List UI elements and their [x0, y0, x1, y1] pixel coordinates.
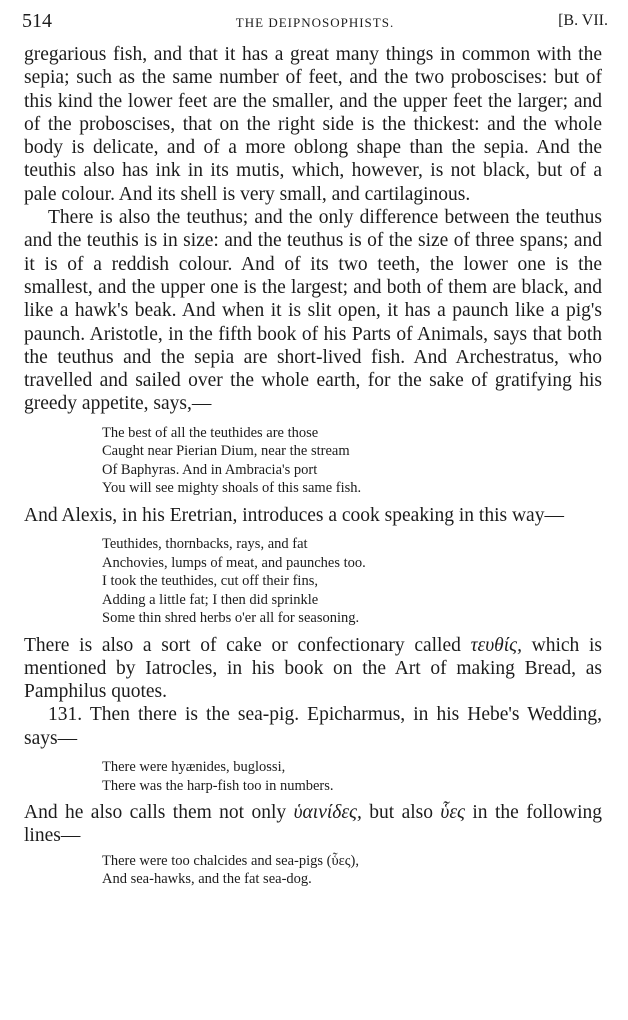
paragraph-part: in the following lines—: [24, 802, 603, 847]
running-title: THE DEIPNOSOPHISTS.: [235, 15, 395, 30]
verse-chalcides: [102, 852, 602, 889]
greek-word: τευθίς,: [470, 634, 522, 656]
verse-line: I took the teuthides, cut off their fins,: [102, 573, 318, 590]
verse-archestratus: [102, 424, 602, 498]
verse-line: Teuthides, thornbacks, rays, and fat: [102, 536, 308, 553]
paragraph-cake-part: which is mentioned by Iatrocles, in his book on the Art of making Bread, as Pamphilus quotes.: [24, 634, 603, 703]
verse-line: Some thin shred herbs o'er all for seasoning.: [102, 610, 360, 627]
paragraph-cake: [24, 634, 602, 704]
paragraph-part: And he also calls them not only: [24, 802, 287, 824]
paragraph-hyaenides: [24, 801, 602, 848]
verse-line: And sea-hawks, and the fat sea-dog.: [102, 871, 312, 888]
running-header: [22, 10, 608, 36]
greek-word: ὗες: [440, 802, 465, 824]
verse-line: You will see mighty shoals of this same fish.: [102, 480, 362, 497]
verse-line: The best of all the teuthides are those: [102, 424, 319, 441]
section-mark: [B. VII.: [558, 12, 608, 29]
verse-line: Adding a little fat; I then did sprinkle: [102, 591, 319, 608]
paragraph-teuthis: gregarious fish, and that it has a great many things in common with the sepia; such as the same number of feet, and the two proboscises: but of this kind the lower feet are the smaller, and the upper feet the larger; and of the proboscises, that on the right side is the thickest: and the whole body is delicate, and of a more oblong shape than the sepia. And the teuthis also has ink in its mutis, which, however, is not black, but of a pale colour. And its shell is very small, and cartilaginous.: [24, 44, 602, 205]
paragraph-sea-pig: 131. Then there is the sea-pig. Epicharmus, in his Hebe's Wedding, says—: [24, 704, 602, 749]
verse-line: Of Baphyras. And in Ambracia's port: [102, 461, 318, 478]
verse-epicharmus: [102, 758, 602, 795]
verse-line: There were hyænides, buglossi,: [102, 759, 286, 776]
verse-line: There were too chalcides and sea-pigs (ὗες),: [102, 852, 359, 869]
paragraph-teuthus: There is also the teuthus; and the only difference between the teuthus and the teuthis is in size: and the teuthus is of the size of three spans; and it is of a reddish colour. And of its two teeth, the lower one is the smallest, and the upper one is the largest; and both of them are black, and like a hawk's beak. And when it is slit open, it has a paunch like a pig's paunch. Aristotle, in the fifth book of his Parts of Animals, says that both the teuthus and the sepia are short-lived fish. And Archestratus, who travelled and sailed over the whole earth, for the sake of gratifying his greedy appetite, says,—: [24, 207, 602, 415]
page-number: 514: [22, 10, 52, 32]
verse-line: Anchovies, lumps of meat, and paunches too.: [102, 554, 366, 571]
body-text: [24, 43, 602, 895]
greek-word: ὑαινίδες,: [293, 802, 362, 824]
paragraph-part: but also: [369, 802, 433, 824]
verse-line: There was the harp-fish too in numbers.: [102, 777, 334, 794]
verse-line: Caught near Pierian Dium, near the stream: [102, 443, 350, 460]
paragraph-alexis: And Alexis, in his Eretrian, introduces a cook speaking in this way—: [24, 504, 564, 526]
paragraph-cake-part: There is also a sort of cake or confectionary called: [24, 634, 461, 656]
verse-alexis: [102, 535, 602, 628]
